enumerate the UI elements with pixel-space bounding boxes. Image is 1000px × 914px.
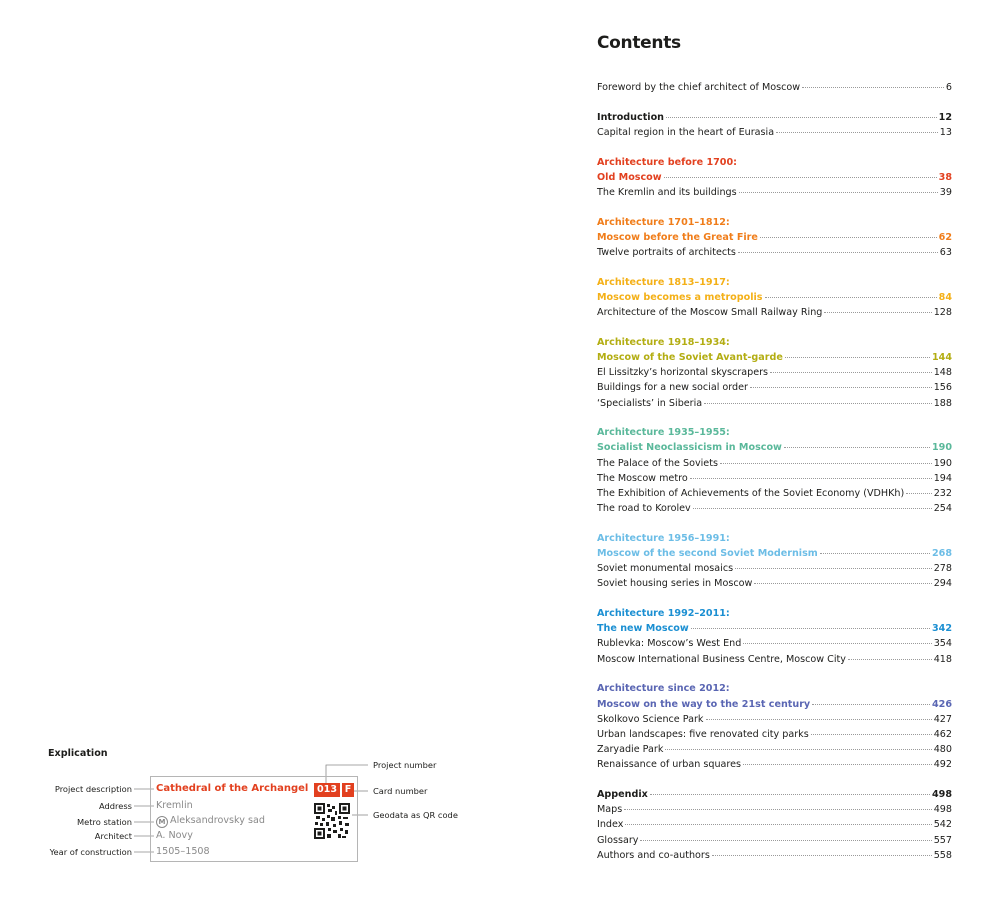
toc-entry-title: The Kremlin and its buildings xyxy=(597,186,737,198)
toc-entry-page: 144 xyxy=(931,351,952,363)
card-project-name: Cathedral of the Archangel xyxy=(156,783,309,794)
toc-dot-leader xyxy=(704,402,932,404)
toc-entry[interactable] xyxy=(597,848,952,863)
toc-entry-title: Index xyxy=(597,819,624,831)
toc-entry-title: Moscow International Business Centre, Moscow City xyxy=(597,653,846,665)
toc-dot-leader xyxy=(738,251,938,253)
card-metro xyxy=(156,815,265,828)
toc-entry[interactable] xyxy=(597,170,952,185)
toc-entry-page: 38 xyxy=(938,171,952,183)
label-year-of-construction: Year of construction xyxy=(49,847,132,857)
toc-dot-leader xyxy=(650,793,930,795)
toc-entry-title: The Palace of the Soviets xyxy=(597,457,718,469)
toc-dot-leader xyxy=(743,763,932,765)
toc-entry-page: 254 xyxy=(933,503,952,515)
toc-dot-leader xyxy=(624,808,931,810)
toc-dot-leader xyxy=(784,446,930,448)
toc-entry[interactable] xyxy=(597,185,952,200)
toc-section xyxy=(597,155,952,201)
label-project-number: Project number xyxy=(373,760,437,770)
toc-dot-leader xyxy=(640,839,931,841)
toc-entry-page: 426 xyxy=(931,698,952,710)
toc-dot-leader xyxy=(820,552,930,554)
toc-dot-leader xyxy=(776,131,938,133)
toc-entry-page: 342 xyxy=(931,623,952,635)
toc-entry-title: Zaryadie Park xyxy=(597,744,664,756)
toc-entry[interactable] xyxy=(597,380,952,395)
toc-entry-title: Socialist Neoclassicism in Moscow xyxy=(597,442,782,454)
card-metro-station: Aleksandrovsky sad xyxy=(170,815,265,826)
toc-entry-title: Rublevka: Moscow’s West End xyxy=(597,638,742,650)
toc-entry[interactable] xyxy=(597,245,952,260)
toc-entry-title: The new Moscow xyxy=(597,623,689,635)
toc-dot-leader xyxy=(906,492,931,494)
toc-entry[interactable] xyxy=(597,80,952,95)
label-card-number: Card number xyxy=(373,786,428,796)
toc-section xyxy=(597,681,952,772)
toc-entry[interactable] xyxy=(597,787,952,802)
toc-dot-leader xyxy=(625,823,931,825)
toc-entry[interactable] xyxy=(597,802,952,817)
toc-section-heading: Architecture 1992–2011: xyxy=(597,608,730,620)
toc-entry-title: Soviet housing series in Moscow xyxy=(597,578,753,590)
toc-section xyxy=(597,531,952,592)
toc-entry-page: 13 xyxy=(939,126,952,138)
toc-entry-page: 427 xyxy=(933,713,952,725)
toc-entry[interactable] xyxy=(597,110,952,125)
card-architect: A. Novy xyxy=(156,830,193,841)
toc-entry[interactable] xyxy=(597,817,952,832)
card-years: 1505–1508 xyxy=(156,846,210,857)
toc-dot-leader xyxy=(812,703,930,705)
toc-entry[interactable] xyxy=(597,576,952,591)
toc-dot-leader xyxy=(750,386,932,388)
toc-entry-title: Architecture of the Moscow Small Railway Ring xyxy=(597,307,823,319)
toc-entry[interactable] xyxy=(597,712,952,727)
toc-dot-leader xyxy=(665,748,931,750)
toc-entry[interactable] xyxy=(597,501,952,516)
toc-section xyxy=(597,80,952,95)
toc-entry-title: The Moscow metro xyxy=(597,472,688,484)
toc-entry-title: Soviet monumental mosaics xyxy=(597,563,734,575)
toc-dot-leader xyxy=(720,462,932,464)
toc-dot-leader xyxy=(666,116,937,118)
toc-dot-leader xyxy=(802,86,944,88)
toc-entry-title: Twelve portraits of architects xyxy=(597,247,736,258)
card-project-number: 013 xyxy=(314,783,340,797)
metro-icon: M xyxy=(156,816,168,828)
label-metro-station: Metro station xyxy=(76,817,132,827)
toc-entry-page: 498 xyxy=(931,788,952,800)
toc-section-heading: Architecture since 2012: xyxy=(597,683,730,695)
toc-entry-page: 84 xyxy=(938,291,952,303)
toc-section xyxy=(597,787,952,863)
toc-entry-page: 557 xyxy=(933,834,952,846)
toc-entry-title: The Exhibition of Achievements of the Soviet Economy (VDHKh) xyxy=(597,487,905,499)
toc-dot-leader xyxy=(739,191,938,193)
toc-entry-page: 190 xyxy=(933,457,952,469)
toc-entry-page: 542 xyxy=(933,819,952,831)
toc-section xyxy=(597,606,952,667)
toc-entry-page: 268 xyxy=(931,548,952,559)
toc-entry-page: 6 xyxy=(945,82,952,93)
toc-entry-title: Moscow before the Great Fire xyxy=(597,231,758,243)
toc-entry-page: 558 xyxy=(933,849,952,861)
toc-entry[interactable] xyxy=(597,727,952,742)
card-number-badge xyxy=(314,783,354,797)
toc-entry-page: 462 xyxy=(933,728,952,740)
toc-entry[interactable] xyxy=(597,486,952,501)
toc-entry-page: 39 xyxy=(939,186,952,198)
toc-entry-title: Appendix xyxy=(597,788,648,800)
toc-entry-page: 156 xyxy=(933,382,952,394)
toc-entry-title: Capital region in the heart of Eurasia xyxy=(597,126,775,138)
toc-dot-leader xyxy=(848,658,932,660)
toc-section xyxy=(597,425,952,516)
toc-section-heading: Architecture 1701–1812: xyxy=(597,216,730,228)
toc-section-heading: Architecture 1918–1934: xyxy=(597,336,730,348)
toc-dot-leader xyxy=(770,371,932,373)
toc-entry[interactable] xyxy=(597,471,952,486)
toc-dot-leader xyxy=(754,582,931,584)
toc-entry[interactable] xyxy=(597,350,952,365)
toc-entry-title: Introduction xyxy=(597,111,664,123)
toc-entry-title: Foreword by the chief architect of Moscow xyxy=(597,82,801,93)
toc-entry-page: 480 xyxy=(933,744,952,756)
right-page xyxy=(500,0,1000,914)
toc-entry-page: 354 xyxy=(933,638,952,650)
toc-entry-title: Buildings for a new social order xyxy=(597,382,748,394)
toc-entry[interactable] xyxy=(597,125,952,140)
toc-entry-title: Glossary xyxy=(597,834,639,846)
toc-entry-title: Moscow becomes a metropolis xyxy=(597,291,763,303)
card-letter: F xyxy=(342,783,354,797)
toc-dot-leader xyxy=(706,718,932,720)
toc-entry[interactable] xyxy=(597,561,952,576)
label-geodata: Geodata as QR code xyxy=(373,810,458,820)
toc-dot-leader xyxy=(664,176,937,178)
toc-entry-title: Authors and co-authors xyxy=(597,849,710,861)
toc-entry[interactable] xyxy=(597,230,952,245)
toc-entry-title: Renaissance of urban squares xyxy=(597,759,742,771)
card-address: Kremlin xyxy=(156,800,193,811)
toc-entry-page: 492 xyxy=(933,759,952,771)
toc-entry-page: 418 xyxy=(933,653,952,665)
toc-entry-title: Maps xyxy=(597,804,623,816)
toc-dot-leader xyxy=(743,642,931,644)
toc-entry-title: Skolkovo Science Park xyxy=(597,713,704,725)
toc-dot-leader xyxy=(691,627,930,629)
toc-entry[interactable] xyxy=(597,456,952,471)
toc-entry-title: Old Moscow xyxy=(597,171,662,183)
toc-entry[interactable] xyxy=(597,546,952,561)
toc-entry-title: Moscow of the second Soviet Modernism xyxy=(597,548,818,559)
toc-section xyxy=(597,275,952,321)
contents-title: Contents xyxy=(597,33,681,53)
toc-section-heading: Architecture 1813–1917: xyxy=(597,276,730,288)
qr-code-icon xyxy=(314,803,350,839)
table-of-contents xyxy=(597,80,952,877)
toc-entry-page: 190 xyxy=(931,442,952,454)
toc-entry[interactable] xyxy=(597,757,952,772)
toc-entry[interactable] xyxy=(597,290,952,305)
toc-entry[interactable] xyxy=(597,636,952,651)
toc-entry-page: 62 xyxy=(938,231,952,243)
toc-entry[interactable] xyxy=(597,365,952,380)
toc-entry-page: 63 xyxy=(939,247,952,258)
toc-entry-page: 128 xyxy=(933,307,952,319)
toc-dot-leader xyxy=(785,356,930,358)
toc-dot-leader xyxy=(690,477,932,479)
label-architect: Architect xyxy=(94,831,132,841)
toc-section-heading: Architecture 1956–1991: xyxy=(597,532,730,544)
toc-dot-leader xyxy=(824,311,931,313)
toc-section-heading: Architecture before 1700: xyxy=(597,156,737,168)
toc-section xyxy=(597,335,952,411)
toc-entry-page: 194 xyxy=(933,472,952,484)
label-project-description: Project description xyxy=(54,784,132,794)
toc-entry[interactable] xyxy=(597,652,952,667)
toc-section-heading: Architecture 1935–1955: xyxy=(597,427,730,439)
toc-dot-leader xyxy=(760,236,937,238)
toc-entry-title: The road to Korolev xyxy=(597,503,691,515)
toc-entry-page: 294 xyxy=(933,578,952,590)
toc-dot-leader xyxy=(735,567,932,569)
toc-entry-title: ‘Specialists’ in Siberia xyxy=(597,397,703,409)
toc-entry-title: Moscow on the way to the 21st century xyxy=(597,698,811,710)
toc-section xyxy=(597,215,952,261)
toc-dot-leader xyxy=(811,733,932,735)
toc-dot-leader xyxy=(693,507,932,509)
toc-entry-title: Urban landscapes: five renovated city parks xyxy=(597,728,809,740)
toc-entry-title: Moscow of the Soviet Avant-garde xyxy=(597,351,783,363)
toc-entry[interactable] xyxy=(597,305,952,320)
toc-entry[interactable] xyxy=(597,440,952,455)
label-address: Address xyxy=(98,801,132,811)
toc-entry[interactable] xyxy=(597,742,952,757)
toc-entry[interactable] xyxy=(597,697,952,712)
toc-entry[interactable] xyxy=(597,396,952,411)
toc-entry-page: 188 xyxy=(933,397,952,409)
toc-dot-leader xyxy=(712,854,932,856)
toc-section xyxy=(597,110,952,140)
toc-entry-page: 148 xyxy=(933,367,952,379)
toc-entry-page: 232 xyxy=(933,487,952,499)
toc-entry-page: 498 xyxy=(933,804,952,816)
toc-entry[interactable] xyxy=(597,621,952,636)
toc-entry-page: 278 xyxy=(933,563,952,575)
toc-dot-leader xyxy=(765,296,937,298)
explication-title: Explication xyxy=(48,748,108,759)
toc-entry[interactable] xyxy=(597,833,952,848)
toc-entry-page: 12 xyxy=(938,111,952,123)
toc-entry-title: El Lissitzky’s horizontal skyscrapers xyxy=(597,367,769,379)
